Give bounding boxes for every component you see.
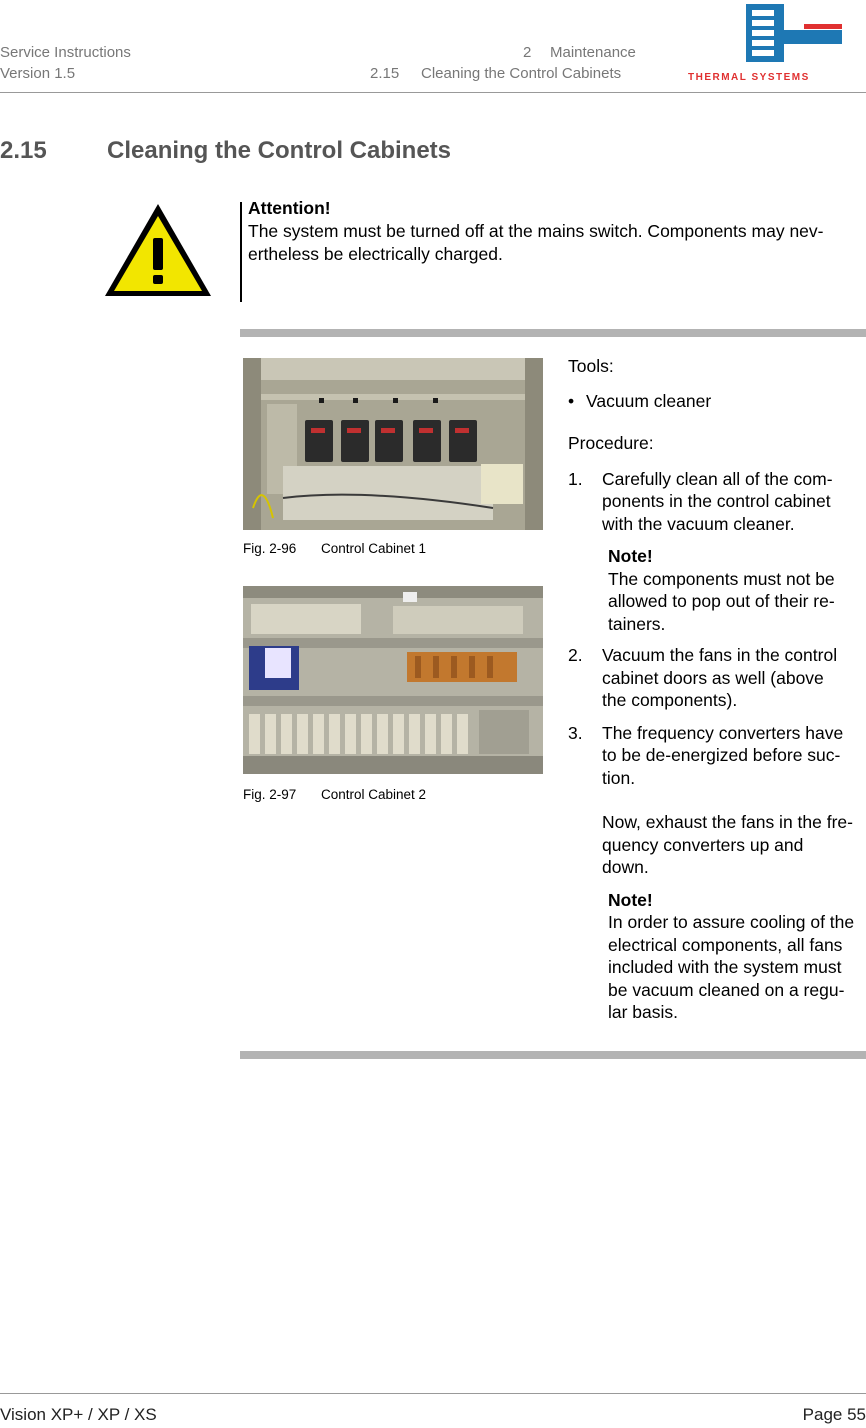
header-section-title: Cleaning the Control Cabinets	[421, 65, 622, 82]
step-number: 1.	[568, 468, 583, 489]
step-text-line: Carefully clean all of the com-	[602, 468, 833, 489]
step-text-line: ponents in the control cabinet	[602, 491, 831, 511]
header-chapter-num: 2	[523, 44, 532, 61]
footer-page-number: Page 55	[802, 1405, 866, 1424]
procedure-step	[568, 644, 864, 712]
step-text-line: to be de-energized before suc-	[602, 745, 841, 765]
procedure-block	[568, 432, 864, 1024]
section-number: 2.15	[0, 137, 47, 164]
step-text-line: tion.	[602, 767, 636, 788]
step-number: 2.	[568, 645, 583, 665]
header-section-num: 2.15	[370, 65, 400, 82]
step-number: 3.	[568, 722, 583, 743]
step-text-line: cabinet doors as well (above	[602, 667, 824, 688]
footer-product: Vision XP+ / XP / XS	[0, 1405, 157, 1424]
warning-text-line: ertheless be electrically charged.	[248, 244, 503, 264]
note-heading: Note!	[608, 889, 653, 910]
control-cabinet-2-photo	[243, 586, 543, 774]
figure-number: Fig. 2-96	[243, 541, 297, 556]
note-text-line: be vacuum cleaned on a regu-	[608, 979, 845, 1000]
procedure-label: Procedure:	[568, 433, 654, 453]
note-text-line: tainers.	[608, 613, 666, 634]
note-text-line: included with the system must	[608, 957, 842, 977]
footer-rule	[0, 1393, 866, 1394]
figure-caption	[243, 787, 426, 802]
header-version: Version 1.5	[0, 65, 76, 82]
figure-caption-text: Control Cabinet 2	[321, 787, 427, 802]
tools-label: Tools:	[568, 356, 614, 376]
bullet-icon: •	[568, 390, 575, 411]
note-text-line: The components must not be	[608, 568, 835, 589]
step-text-line: Now, exhaust the fans in the fre-	[602, 812, 853, 832]
step-text-line: quency converters up and	[602, 834, 804, 855]
figure-number: Fig. 2-97	[243, 787, 297, 802]
tool-item: Vacuum cleaner	[586, 390, 712, 411]
warning-bar	[240, 202, 242, 302]
section-divider-top	[240, 329, 866, 337]
note-text-line: electrical components, all fans	[608, 934, 843, 955]
note-block	[568, 889, 864, 1024]
warning-triangle-icon	[103, 202, 213, 298]
step-text-line: The frequency converters have	[602, 722, 844, 743]
note-text-line: allowed to pop out of their re-	[608, 591, 835, 611]
section-divider-bottom	[240, 1051, 866, 1059]
warning-text-line: The system must be turned off at the mains switch. Components may nev-	[248, 221, 824, 241]
list-item	[568, 390, 864, 413]
step-text-line: the components).	[602, 690, 738, 710]
step-text-line: Vacuum the fans in the control	[602, 645, 838, 665]
step-text-line: down.	[602, 857, 649, 877]
procedure-step	[568, 722, 864, 879]
tools-block	[568, 355, 864, 412]
figure-caption-text: Control Cabinet 1	[321, 541, 427, 556]
warning-heading: Attention!	[248, 198, 331, 218]
header-doc-type: Service Instructions	[0, 44, 131, 61]
note-heading: Note!	[608, 546, 653, 566]
control-cabinet-1-photo	[243, 358, 543, 530]
section-title: Cleaning the Control Cabinets	[107, 137, 452, 164]
note-block	[568, 545, 864, 635]
figure-caption	[243, 541, 426, 556]
step-text-line: with the vacuum cleaner.	[602, 513, 795, 534]
note-text-line: lar basis.	[608, 1002, 679, 1022]
company-logo	[686, 2, 846, 84]
note-text-line: In order to assure cooling of the	[608, 912, 855, 932]
logo-text: THERMAL SYSTEMS	[688, 72, 810, 83]
header-rule	[0, 92, 866, 93]
warning-block	[248, 197, 863, 266]
header-chapter-title: Maintenance	[550, 44, 636, 61]
procedure-step	[568, 468, 864, 536]
